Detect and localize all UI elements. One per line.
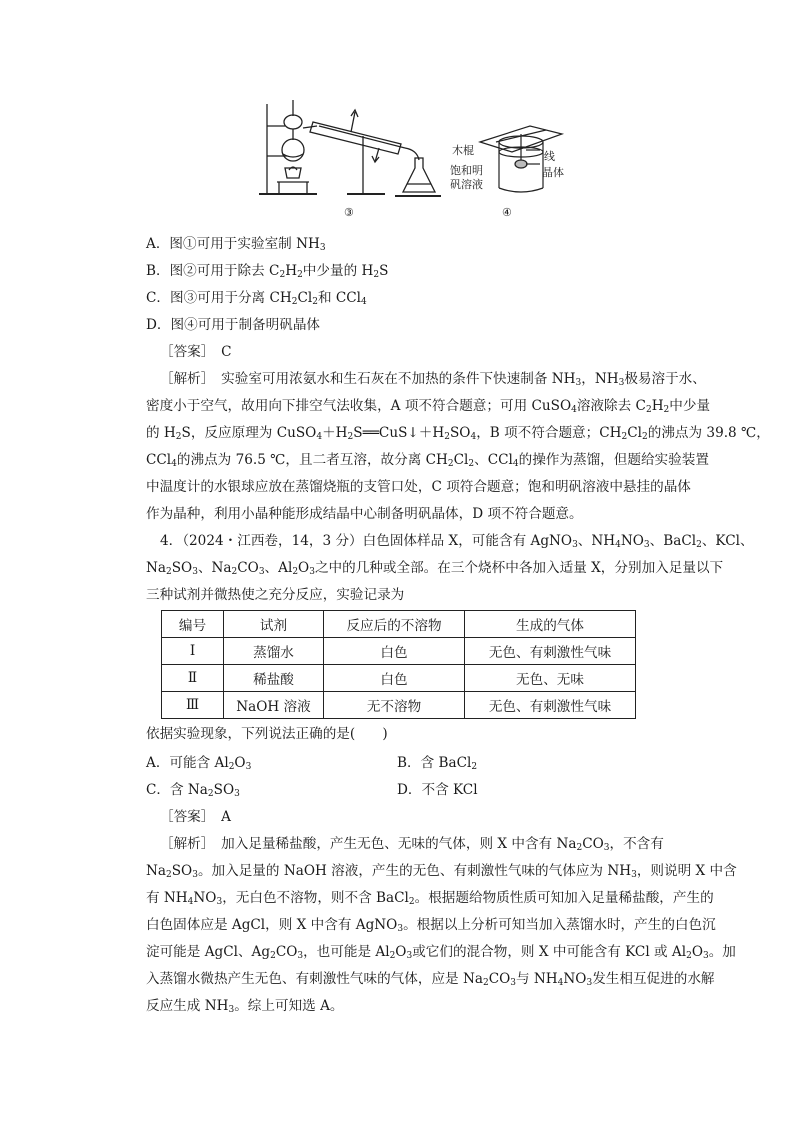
saturated-solution-label-1: 饱和明 [450, 164, 483, 177]
saturated-solution-label-2: 矾溶液 [450, 178, 483, 191]
table-cell: Ⅰ [162, 638, 224, 665]
analysis-3-line-4: CCl$_4$的沸点为 76.5 ℃，且二者互溶，故分离 $CH_2Cl_2$、CCl$_4$的操作为蒸馏，但题给实验装置 [146, 452, 709, 469]
table-row [162, 638, 636, 665]
q4-option-d: D．不含 KCl [397, 782, 478, 798]
crystal-growth-figure [470, 120, 570, 200]
analysis-3-line-2: 密度小于空气，故用向下排空气法收集，A 项不符合题意；可用 CuSO$_4$溶液除去 $C_2H_2$中少量 [146, 398, 711, 415]
analysis-4-line-3: 有 $NH_4NO_3$，无白色不溶物，则不含 BaCl$_2$。根据题给物质性质可知加入足量稀盐酸，产生的 [146, 890, 714, 907]
distillation-apparatus-figure [255, 96, 445, 202]
q4-option-a: A．可能含 $Al_2O_3$ [146, 755, 252, 772]
analysis-4-line-2: $Na_2SO_3$。加入足量的 NaOH 溶液，产生的无色、有刺激性气味的气体应为 $NH_3$，则说明 X 中含 [146, 863, 737, 880]
table-cell: Ⅱ [162, 665, 224, 692]
table-header-cell: 生成的气体 [465, 611, 636, 638]
analysis-4-line-4: 白色固体应是 AgCl，则 X 中含有 AgNO$_3$。根据以上分析可知当加入蒸馏水时，产生的白色沉 [146, 917, 716, 934]
option-b: B．图②可用于除去 $C_2H_2$中少量的 $H_2S$ [146, 263, 389, 280]
analysis-3-line-3: 的 $H_2S$，反应原理为 $CuSO_4+H_2S══CuS↓+H_2SO_4$，B 项不符合题意；$CH_2Cl_2$的沸点为 39.8 ℃， [146, 425, 770, 442]
table-cell: 无不溶物 [324, 692, 465, 719]
q4-option-c: C．含 $Na_2SO_3$ [146, 782, 240, 799]
q4-option-b: B．含 BaCl$_2$ [397, 755, 478, 772]
analysis-4-line-6: 入蒸馏水微热产生无色、有刺激性气味的气体，应是 $Na_2CO_3$与 $NH_4NO_3$发生相互促进的水解 [146, 971, 715, 988]
figure-4-label: ④ [502, 206, 512, 219]
table-header-cell: 反应后的不溶物 [324, 611, 465, 638]
table-header-row [162, 611, 636, 638]
analysis-3-line-5: 中温度计的水银球应放在蒸馏烧瓶的支管口处，C 项符合题意；饱和明矾溶液中悬挂的晶体 [146, 479, 691, 495]
table-cell: 蒸馏水 [224, 638, 324, 665]
table-header-cell: 编号 [162, 611, 224, 638]
option-d: D．图④可用于制备明矾晶体 [146, 317, 321, 333]
analysis-3-line-6: 作为晶种，利用小晶种能形成结晶中心制备明矾晶体，D 项不符合题意。 [146, 506, 583, 522]
table-header-cell: 试剂 [224, 611, 324, 638]
analysis-4-line-1: ［解析］ 加入足量稀盐酸，产生无色、无味的气体，则 X 中含有 $Na_2CO_3$，不含有 [160, 836, 664, 853]
question-4-prompt: 依据实验现象，下列说法正确的是( ) [146, 726, 388, 742]
analysis-3-line-1: ［解析］ 实验室可用浓氨水和生石灰在不加热的条件下快速制备 $NH_3$，$NH_3$极易溶于水、 [160, 371, 706, 388]
analysis-4-line-5: 淀可能是 AgCl、$Ag_2CO_3$，也可能是 $Al_2O_3$或它们的混合物，则 X 中可能含有 KCl 或 $Al_2O_3$。加 [146, 944, 736, 961]
answer-4: ［答案］ A [160, 809, 231, 825]
analysis-4-line-7: 反应生成 $NH_3$。综上可知选 A。 [146, 998, 344, 1015]
table-row [162, 692, 636, 719]
table-cell: 白色 [324, 638, 465, 665]
table-cell: NaOH 溶液 [224, 692, 324, 719]
question-4-stem-line-2: $Na_2SO_3$、$Na_2CO_3$、$Al_2O_3$之中的几种或全部。在三个烧杯中各加入适量 X，分别加入足量以下 [146, 560, 724, 577]
option-a: A．图①可用于实验室制 $NH_3$ [146, 236, 326, 253]
table-cell: 无色、无味 [465, 665, 636, 692]
wood-stick-label: 木棍 [452, 144, 474, 157]
table-cell: 无色、有刺激性气味 [465, 638, 636, 665]
question-4-stem-line-3: 三种试剂并微热使之充分反应，实验记录为 [146, 587, 405, 603]
figure-3-label: ③ [344, 206, 354, 219]
table-row [162, 665, 636, 692]
table-cell: 白色 [324, 665, 465, 692]
thread-label: 线 [544, 150, 555, 163]
table-cell: 无色、有刺激性气味 [465, 692, 636, 719]
option-c: C．图③可用于分离 $CH_2Cl_2$和 CCl$_4$ [146, 290, 367, 307]
answer-3: ［答案］ C [160, 344, 232, 360]
table-cell: Ⅲ [162, 692, 224, 719]
question-4-stem-line-1: 4．（2024・江西卷，14，3 分）白色固体样品 X，可能含有 AgNO$_3$、$NH_4NO_3$、BaCl$_2$、KCl、 [160, 533, 754, 550]
experiment-record-table [161, 610, 636, 719]
table-cell: 稀盐酸 [224, 665, 324, 692]
crystal-label: 晶体 [542, 166, 564, 179]
